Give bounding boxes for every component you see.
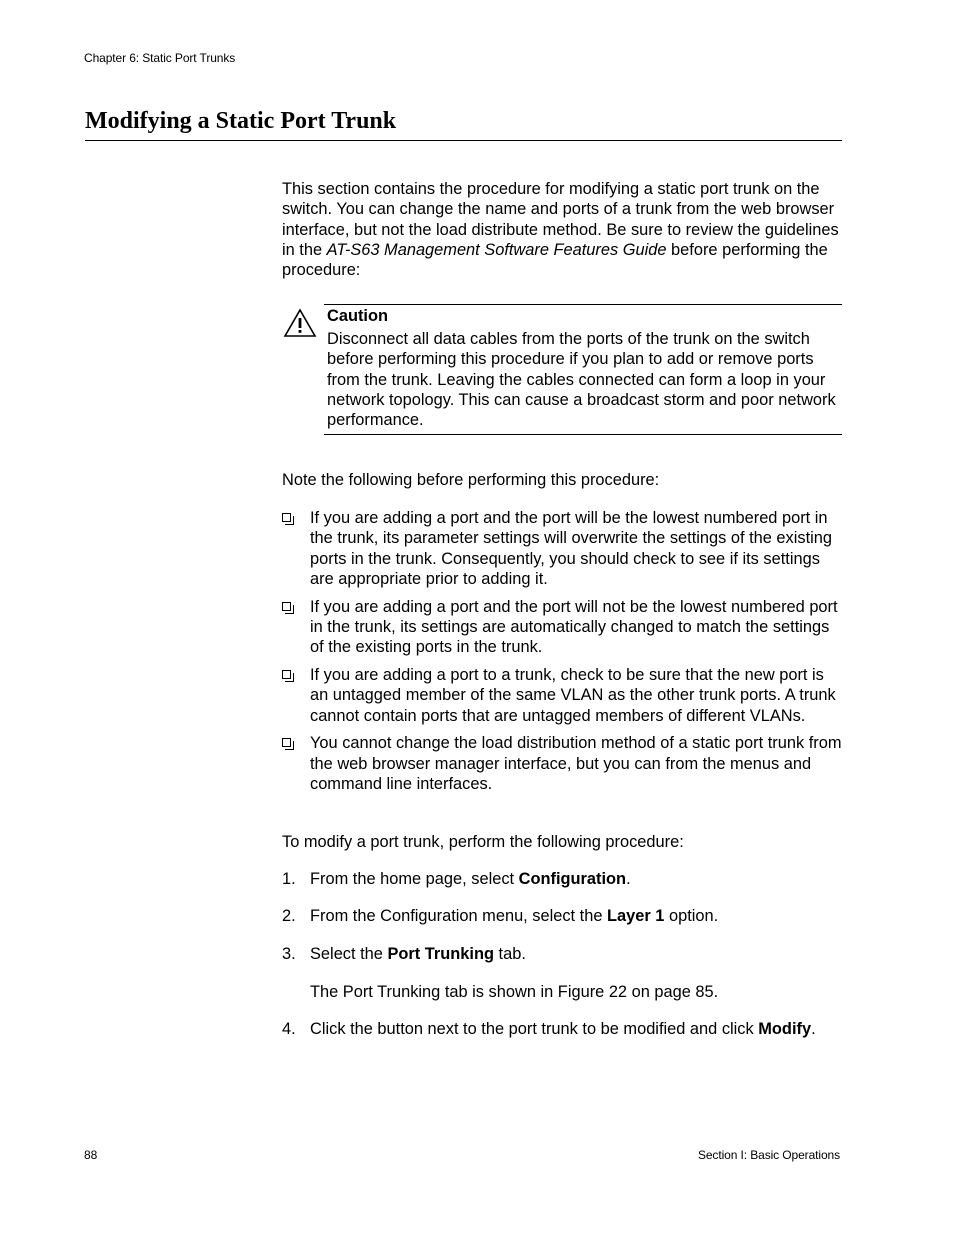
running-head: Chapter 6: Static Port Trunks — [84, 51, 236, 65]
list-item-text: You cannot change the load distribution method of a static port trunk from the web browser manager interface, but you can from the menus and command line interfaces. — [310, 734, 842, 794]
step-text — [310, 906, 718, 926]
step-text-after: option. — [664, 907, 719, 925]
step-text-after: . — [811, 1020, 816, 1038]
procedure-lead: To modify a port trunk, perform the following procedure: — [282, 833, 684, 851]
step-text-bold: Modify — [758, 1020, 812, 1038]
step-text — [310, 1019, 816, 1039]
checkbox-bullet-icon — [282, 670, 291, 679]
caution-top-rule — [324, 304, 842, 305]
notes-list — [282, 508, 844, 802]
intro-paragraph — [282, 179, 844, 280]
list-item — [282, 508, 844, 589]
list-item-text: If you are adding a port and the port will not be the lowest numbered port in the trunk, its settings are automatically changed to match the settings of the existing ports in the trunk. — [310, 597, 838, 657]
list-item-text: If you are adding a port and the port will be the lowest numbered port in the trunk, its parameter settings will overwrite the settings of the existing ports in the trunk. Consequently, you should check to see if its settings are appropriate prior to adding it. — [310, 509, 833, 588]
list-item-text: If you are adding a port to a trunk, check to be sure that the new port is an untagged member of the same VLAN as the other trunk ports. A trunk cannot contain ports that are untagged members of different VLANs. — [310, 666, 836, 725]
page-number: 88 — [84, 1148, 98, 1162]
notes-lead: Note the following before performing this procedure: — [282, 471, 660, 489]
step-text-before: Click the button next to the port trunk to be modified and click — [310, 1020, 759, 1038]
title-rule — [85, 140, 842, 141]
footer-section-label: Section I: Basic Operations — [697, 1148, 840, 1162]
section-title: Modifying a Static Port Trunk — [85, 108, 397, 134]
step-text — [310, 944, 526, 964]
caution-title: Caution — [327, 307, 389, 325]
step-3-note: The Port Trunking tab is shown in Figure 22 on page 85. — [310, 983, 719, 1001]
step-text-after: tab. — [494, 945, 526, 963]
checkbox-bullet-icon — [282, 513, 291, 522]
step-text-before: From the home page, select — [310, 870, 519, 888]
step-text-bold: Configuration — [518, 870, 627, 888]
list-item — [282, 733, 844, 794]
list-item — [282, 665, 844, 726]
step-text-bold: Layer 1 — [607, 907, 665, 925]
step-number: 2. — [282, 907, 296, 925]
intro-text-part2: before performing the procedure: — [282, 240, 828, 280]
caution-box — [282, 304, 843, 434]
checkbox-bullet-icon — [282, 738, 291, 747]
intro-text-part1: This section contains the procedure for modifying a static port trunk on the switch. You can change the name and ports of a trunk from the web browser interface, but not the load distribute method. Be sure to review the guidelines in the — [282, 180, 839, 259]
step-text-after: . — [626, 870, 631, 888]
warning-triangle-icon — [283, 308, 317, 338]
step-text-bold: Port Trunking — [387, 945, 494, 963]
caution-bottom-rule — [324, 434, 842, 435]
step-number: 1. — [282, 870, 296, 888]
checkbox-bullet-icon — [282, 602, 291, 611]
caution-text: Disconnect all data cables from the ports of the trunk on the switch before performing this procedure if you plan to add or remove ports from the trunk. Leaving the cables connected can form a loop in your network topology. This can cause a broadcast storm and poor network performance. — [327, 330, 836, 430]
step-text-before: From the Configuration menu, select the — [310, 907, 608, 925]
guide-title: AT-S63 Management Software Features Guide — [326, 240, 667, 259]
step-number: 4. — [282, 1020, 296, 1038]
list-item — [282, 597, 844, 658]
step-text-before: Select the — [310, 945, 388, 963]
step-number: 3. — [282, 945, 296, 963]
step-text — [310, 869, 631, 889]
